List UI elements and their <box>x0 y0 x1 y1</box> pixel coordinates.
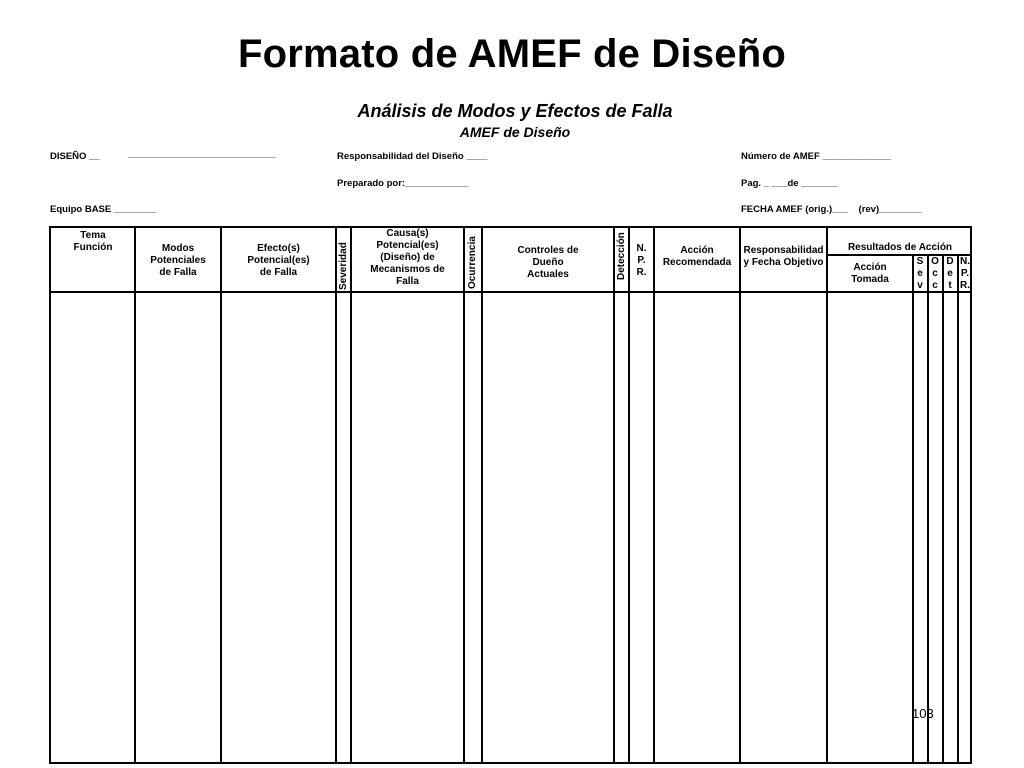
numero-amef-field: Número de AMEF _____________ <box>741 151 892 162</box>
col-header-sev: S e v <box>916 256 924 291</box>
responsabilidad-diseno-field: Responsabilidad del Diseño ____ <box>337 151 488 162</box>
col-header-det: D e t <box>946 256 954 291</box>
col-header-tema: Tema Función <box>73 230 113 253</box>
preparado-por-field: Preparado por:____________ <box>337 178 469 189</box>
col-header-efectos: Efecto(s) Potencial(es) de Falla <box>247 243 310 278</box>
col-header-responsabilidad: Responsabilidad y Fecha Objetivo <box>743 245 824 268</box>
col-header-accion-tomada: Acción Tomada <box>851 262 889 285</box>
page-title: Formato de AMEF de Diseño <box>237 32 786 76</box>
col-divider <box>134 226 136 764</box>
col-divider <box>927 254 929 764</box>
col-header-controles: Controles de Dueño Actuales <box>517 245 579 280</box>
col-header-npr: N. P. R. <box>636 243 647 278</box>
col-divider <box>350 226 352 764</box>
col-divider <box>481 226 483 764</box>
col-divider <box>912 254 914 764</box>
col-header-accion-recomendada: Acción Recomendada <box>662 245 732 268</box>
diseno-line: ____________________________ <box>128 149 276 160</box>
col-header-modos: Modos Potenciales de Falla <box>150 243 206 278</box>
amef-table <box>49 226 972 764</box>
equipo-base-field: Equipo BASE ________ <box>50 204 157 215</box>
col-header-ocurrencia: Ocurrencia <box>467 236 478 289</box>
col-divider <box>613 226 615 764</box>
form-subtitle-amef: AMEF de Diseño <box>459 124 571 140</box>
col-header-deteccion: Detección <box>616 232 627 280</box>
col-divider <box>463 226 465 764</box>
form-subtitle: Análisis de Modos y Efectos de Falla <box>357 101 673 121</box>
col-divider <box>335 226 337 764</box>
col-header-npr2: N. P. R. <box>960 256 970 291</box>
col-header-causas: Causa(s) Potencial(es) (Diseño) de Mecanismos de Falla <box>370 228 445 287</box>
col-header-occ: O c c <box>931 256 939 291</box>
col-header-severidad: Severidad <box>338 242 349 290</box>
col-divider <box>957 254 959 764</box>
header-divider <box>49 291 972 293</box>
col-divider <box>942 254 944 764</box>
page-number: 103 <box>912 706 934 721</box>
fecha-amef-field: FECHA AMEF (orig.)___ (rev)________ <box>741 204 922 215</box>
col-divider <box>653 226 655 764</box>
col-divider <box>628 226 630 764</box>
col-divider <box>739 226 741 764</box>
col-divider <box>220 226 222 764</box>
col-header-resultados: Resultados de Acción <box>847 242 953 253</box>
diseno-field: DISEÑO __ <box>50 151 100 162</box>
pagina-field: Pag. _ ___de _______ <box>741 178 839 189</box>
col-divider <box>826 226 828 764</box>
